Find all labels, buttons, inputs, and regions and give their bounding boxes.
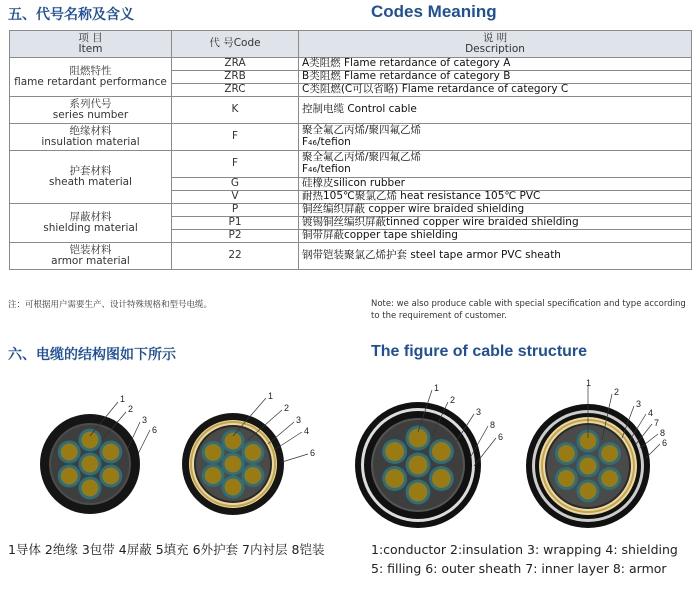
item-cell (10, 243, 172, 270)
header-desc-en: Description (465, 43, 525, 55)
item-en: series number (52, 109, 129, 121)
desc-cell (299, 124, 692, 151)
desc-cell: B类阻燃 Flame retardance of category B (299, 71, 692, 84)
conductor-core (102, 468, 119, 485)
conductor-core (244, 467, 261, 484)
desc-cell: 硅橡皮silicon rubber (299, 178, 692, 191)
table-row (10, 97, 692, 124)
code-cell: 22 (172, 243, 299, 270)
item-en: shielding material (43, 222, 138, 234)
table-row (10, 204, 692, 217)
cable-shielded-diagram (170, 392, 320, 527)
code-cell: ZRB (172, 71, 299, 84)
conductor-core (409, 483, 428, 502)
structure-legend-en: 1:conductor 2:insulation 3: wrapping 4: shielding 5: filling 6: outer sheath 7: inner layer 8: armor (371, 542, 678, 576)
code-cell: F (172, 124, 299, 151)
desc-line-2: F46/tefion (302, 135, 351, 148)
svg-text:3: 3 (636, 399, 642, 409)
conductor-core (225, 479, 242, 496)
conductor-core (244, 444, 261, 461)
item-cn: 绝缘材料 (69, 124, 112, 137)
conductor-core (82, 456, 99, 473)
desc-cell: 钢带铠装聚氯乙烯护套 steel tape armor PVC sheath (299, 243, 692, 270)
item-cell (10, 151, 172, 204)
code-cell: ZRA (172, 58, 299, 71)
svg-text:3: 3 (142, 415, 148, 425)
item-en: flame retardant performance (14, 76, 167, 88)
item-en: insulation material (41, 136, 140, 148)
table-row (10, 243, 692, 270)
code-cell: V (172, 191, 299, 204)
conductor-core (61, 468, 78, 485)
desc-line-2: F46/tefion (302, 162, 351, 175)
table-row (10, 58, 692, 71)
conductor-core (385, 442, 404, 461)
svg-text:8: 8 (660, 428, 666, 438)
header-description (299, 31, 692, 58)
conductor-core (409, 456, 428, 475)
section-title-cn: 五、代号名称及含义 (8, 7, 134, 23)
svg-text:1: 1 (268, 391, 274, 401)
conductor-core (102, 444, 119, 461)
conductor-core (558, 445, 575, 462)
codes-table (9, 30, 692, 270)
section-title-en: Codes Meaning (371, 2, 497, 21)
conductor-core (580, 483, 597, 500)
structure-title-cn: 六、电缆的结构图如下所示 (8, 347, 176, 363)
item-en: sheath material (49, 176, 132, 188)
item-cell (10, 97, 172, 124)
header-item-cn: 项 目 (78, 31, 103, 44)
structure-title-en: The figure of cable structure (371, 343, 588, 360)
svg-text:1: 1 (120, 394, 126, 404)
note-cn: 注：可根据用户需要生产、设计特殊规格和型号电缆。 (8, 300, 213, 310)
item-en: armor material (51, 255, 130, 267)
conductor-core (61, 444, 78, 461)
conductor-core (601, 445, 618, 462)
note-en: Note: we also produce cable with special specification and type according to the requirement of customer. (371, 299, 686, 321)
conductor-core (205, 467, 222, 484)
svg-text:1: 1 (434, 383, 440, 393)
structure-legend-cn: 1导体 2绝缘 3包带 4屏蔽 5填充 6外护套 7内衬层 8铠装 (8, 542, 325, 557)
svg-text:6: 6 (498, 432, 504, 442)
conductor-core (432, 442, 451, 461)
svg-text:2: 2 (284, 403, 290, 413)
desc-cell: 耐热105℃聚氯乙烯 heat resistance 105℃ PVC (299, 191, 692, 204)
svg-text:1: 1 (586, 378, 592, 388)
svg-text:7: 7 (654, 418, 660, 428)
item-cell (10, 124, 172, 151)
table-row (10, 151, 692, 178)
header-desc-cn: 说 明 (482, 31, 508, 44)
svg-text:8: 8 (490, 420, 496, 430)
code-cell: K (172, 97, 299, 124)
svg-text:6: 6 (310, 448, 316, 458)
table-row (10, 124, 692, 151)
item-cn: 护套材料 (69, 164, 112, 177)
conductor-core (225, 456, 242, 473)
conductor-core (82, 432, 99, 449)
item-cn: 屏蔽材料 (69, 210, 112, 223)
code-cell: P (172, 204, 299, 217)
header-code: 代 号Code (172, 31, 299, 58)
svg-text:4: 4 (304, 426, 310, 436)
item-cn: 阻燃特性 (69, 64, 112, 77)
code-cell: G (172, 178, 299, 191)
cable-armored-diagram (352, 382, 512, 532)
svg-text:3: 3 (476, 407, 482, 417)
svg-text:4: 4 (648, 408, 654, 418)
svg-text:2: 2 (450, 395, 456, 405)
conductor-core (432, 469, 451, 488)
desc-line-1: 聚全氟乙丙烯/聚四氟乙烯 (302, 124, 422, 136)
svg-text:6: 6 (662, 438, 668, 448)
desc-line-1: 聚全氟乙丙烯/聚四氟乙烯 (302, 151, 422, 163)
conductor-core (385, 469, 404, 488)
header-item-en: Item (78, 43, 103, 55)
cable-basic-diagram (28, 396, 158, 526)
desc-cell: 镀锡铜丝编织屏蔽tinned copper wire braided shielding (299, 217, 692, 230)
conductor-core (601, 470, 618, 487)
conductor-core (580, 458, 597, 475)
code-cell: P1 (172, 217, 299, 230)
svg-text:6: 6 (152, 425, 158, 435)
conductor-core (558, 470, 575, 487)
svg-text:2: 2 (128, 404, 134, 414)
desc-cell (299, 151, 692, 178)
item-cell (10, 204, 172, 243)
desc-cell: 铜丝编织屏蔽 copper wire braided shielding (299, 204, 692, 217)
desc-cell: C类阻燃(C可以省略) Flame retardance of category C (299, 84, 692, 97)
item-cn: 系列代号 (69, 97, 112, 110)
item-cell (10, 58, 172, 97)
item-cn: 铠装材料 (69, 243, 112, 256)
cable-shielded-armored-diagram (522, 380, 692, 535)
svg-text:2: 2 (614, 387, 620, 397)
desc-cell: 控制电缆 Control cable (299, 97, 692, 124)
conductor-core (205, 444, 222, 461)
svg-text:3: 3 (296, 415, 302, 425)
code-cell: P2 (172, 230, 299, 243)
code-cell: F (172, 151, 299, 178)
conductor-core (82, 480, 99, 497)
header-item (10, 31, 172, 58)
desc-cell: A类阻燃 Flame retardance of category A (299, 58, 692, 71)
desc-cell: 铜带屏蔽copper tape shielding (299, 230, 692, 243)
code-cell: ZRC (172, 84, 299, 97)
conductor-core (225, 433, 242, 450)
table-header-row (10, 31, 692, 58)
